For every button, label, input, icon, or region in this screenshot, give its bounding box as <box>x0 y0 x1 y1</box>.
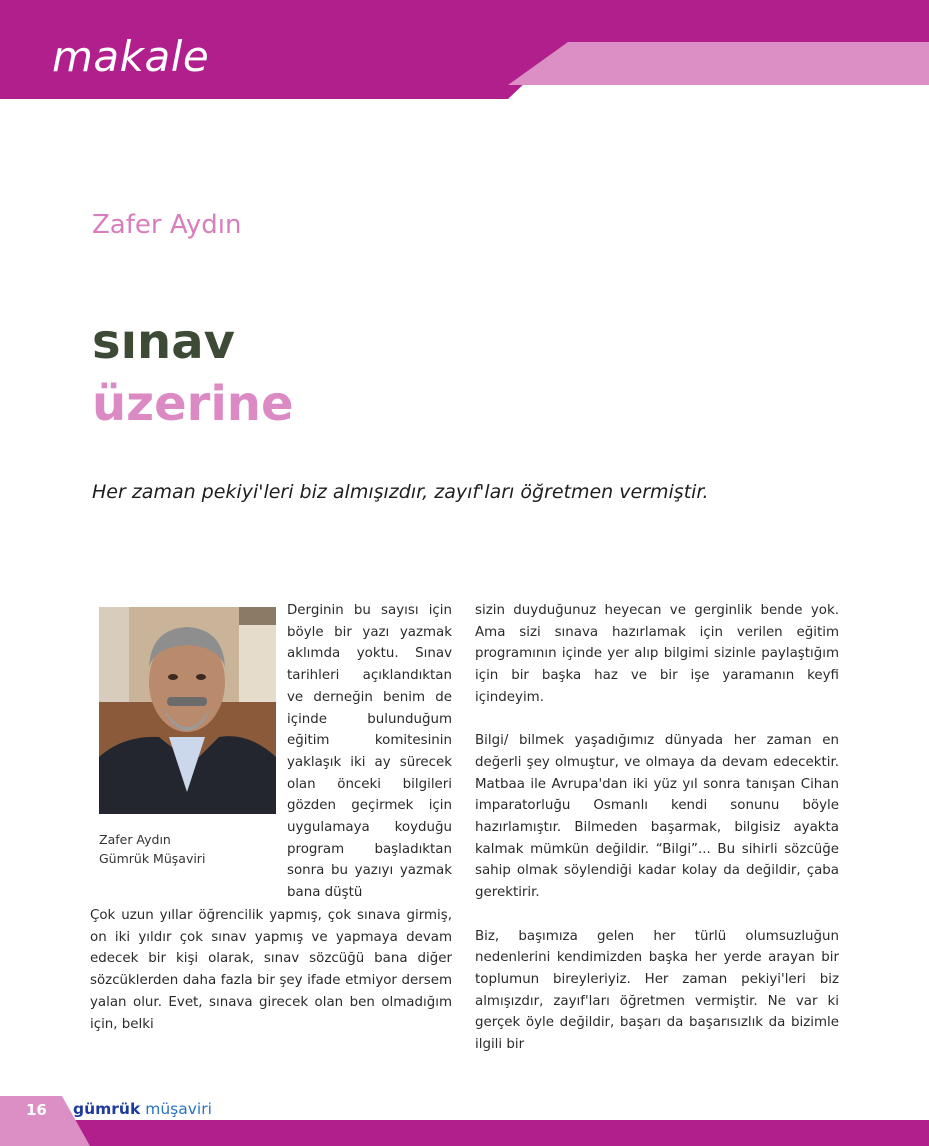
page-number: 16 <box>26 1101 47 1119</box>
article-title-line1: sınav <box>92 314 235 370</box>
article-lead: Her zaman pekiyi'leri biz almışızdır, zayıf'ları öğretmen vermiştir. <box>92 481 709 503</box>
section-label: makale <box>52 32 210 81</box>
author-photo <box>99 607 276 814</box>
magazine-name-light: müşaviri <box>145 1100 212 1118</box>
article-title-line2: üzerine <box>92 376 294 432</box>
caption-role: Gümrük Müşaviri <box>99 851 206 866</box>
body-paragraph: Bilgi/ bilmek yaşadığımız dünyada her zaman en değerli şey olmuştur, ve olmaya da devam edecektir. Matbaa ile Avrupa'dan iki yüz yıl sonra tanışan Cihan imparatorluğu Osmanlı kendi sonunu böyle hazırlamıştır. Bilmeden başarmak, bilgisiz ayakta kalmak mümkün değildir. “Bilgi”... Bu sihirli sözcüğe sahip olmak söylendiği kadar kolay da değildir, çaba gerektirir. <box>475 733 839 901</box>
body-column-left-narrow <box>287 600 452 904</box>
magazine-name-bold: gümrük <box>73 1100 141 1118</box>
footer-bar <box>0 1120 929 1146</box>
body-paragraph: Derginin bu sayısı için böyle bir yazı yazmak aklımda yoktu. Sınav tarihleri açıklandıktan ve derneğin benim de içinde bulunduğum eğitim komitesinin yaklaşık iki ay sürecek olan önceki bilgileri gözden geçirmek için uygulamaya koyduğu program başladıktan sonra bu yazıyı yazmak bana düştü <box>287 603 452 901</box>
magazine-name <box>73 1100 212 1118</box>
body-paragraph: sizin duyduğunuz heyecan ve gerginlik bende yok. Ama sizi sınava hazırlamak için verilen eğitim programının içinde yer alıp bilgimi sizinle paylaştığım için bir başka haz ve bir işe yaramanın keyfi içindeyim. <box>475 603 839 705</box>
header-pink-band <box>508 42 929 85</box>
body-paragraph: Biz, başımıza gelen her türlü olumsuzluğun nedenlerini kendimizden başka her yerde arayan bir toplumun bireyleriyiz. Her zaman pekiyi'leri biz almışızdır, zayıf'ları öğretmen vermiştir. Ne var ki gerçek öyle değildir, başarı da başarısızlık da bizimle ilgili bir <box>475 928 839 1053</box>
caption-name: Zafer Aydın <box>99 832 171 847</box>
article-author: Zafer Aydın <box>92 210 242 240</box>
photo-caption <box>99 830 205 868</box>
body-column-right <box>475 600 839 1056</box>
body-paragraph: Çok uzun yıllar öğrencilik yapmış, çok sınava girmiş, on iki yıldır çok sınav yapmış ve yapmaya devam edecek bir kişi olarak, sınav sözcüğü bana diğer sözcüklerden daha fazla bir şey ifade etmiyor dersem yalan olur. Evet, sınava girecek olan ben olmadığım için, belki <box>90 908 452 1032</box>
body-column-left-wide <box>90 905 452 1035</box>
author-portrait-image <box>99 607 276 814</box>
